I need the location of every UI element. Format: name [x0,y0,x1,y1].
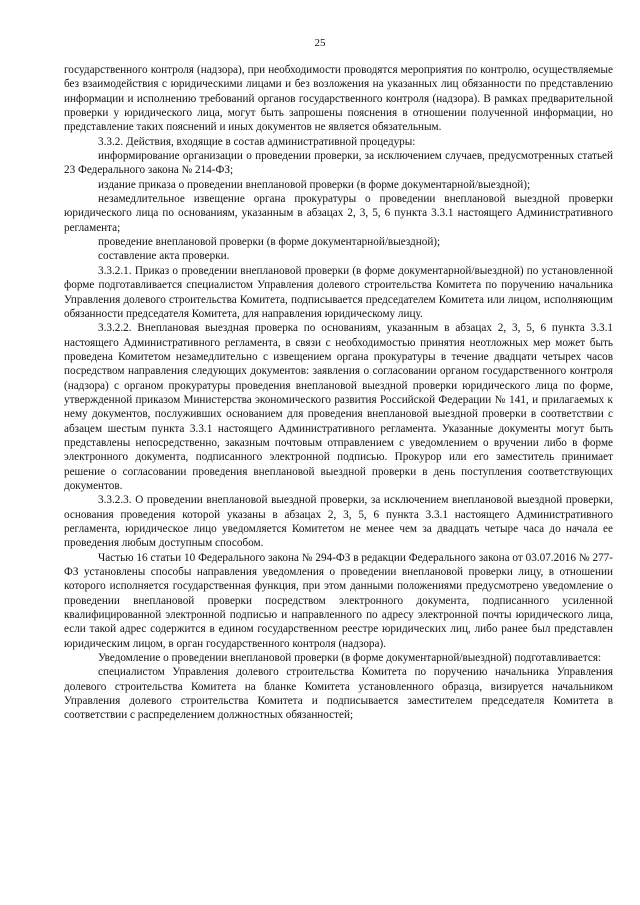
list-item-notification-specialist: специалистом Управления долевого строительства Комитета по поручению начальника Управления долевого строительства Комитета на бланке Комитета установленного образца, визируется начальником Управления долевого строительства Комитета и подписывается заместителем председателя Комитета в соответствии с распределением должностных обязанностей; [64,666,613,722]
list-item-prosecutor-notice: незамедлительное извещение органа прокуратуры о проведении внеплановой выездной проверки юридического лица по основаниям, указанным в абзацах 2, 3, 5, 6 пункта 3.3.1 настоящего Административного регламента; [64,193,613,234]
paragraph-part-16-article-10: Частью 16 статьи 10 Федерального закона № 294-ФЗ в редакции Федерального закона от 03.07.2016 № 277-ФЗ установлены способы направления уведомления о проведении внеплановой проверки лицу, в отношении которого исполняется государственная функция, при этом данными положениями предусмотрено уведомление о проведении внеплановой проверки посредством электронного документа, подписанного усиленной квалифицированной электронной подписью и направленного по адресу электронной почты юридического лица, если такой адрес содержится в едином государственном реестре юридических лиц, либо ранее был представлен юридическим лицом, в орган государственного контроля (надзора). [64,551,613,650]
paragraph-state-control: государственного контроля (надзора), при необходимости проводятся мероприятия по контролю, осуществляемые без взаимодействия с юридическими лицами и без возложения на указанных лиц обязанности по представлению информации и исполнению требований органов государственного контроля (надзора). В рамках предварительной проверки у юридического лица, могут быть запрошены пояснения в отношении полученной информации, но представление таких пояснений и иных документов не является обязательным. [64,64,613,134]
list-item-informing: информирование организации о проведении проверки, за исключением случаев, предусмотренных статьей 23 Федерального закона № 214-ФЗ; [64,150,613,177]
paragraph-notification-prepared: Уведомление о проведении внеплановой проверки (в форме документарной/выездной) подготавливается: [98,652,602,665]
page-number: 25 [314,37,326,49]
list-item-conducting-inspection: проведение внеплановой проверки (в форме документарной/выездной); [98,236,441,249]
paragraph-3-3-2-2: 3.3.2.2. Внеплановая выездная проверка по основаниям, указанным в абзацах 2, 3, 5, 6 пункта 3.3.1 настоящего Административного регламента, в связи с необходимостью принятия неотложных мер может быть проведена Комитетом незамедлительно с извещением органа прокуратуры в течение двадцати четырех часов посредством направления следующих документов: заявления о согласовании органом государственного контроля (надзора) с органом прокуратуры проведения внеплановой выездной проверки юридического лица по форме, утвержденной приказом Министерства экономического развития Российской Федерации № 141, и прилагаемых к нему документов, послуживших основанием для проведения внеплановой выездной проверки в соответствии с абзацем шестым пункта 3.3.1 настоящего Административного регламента. Указанные документы могут быть представлены непосредственно, заказным почтовым отправлением с уведомлением о вручении либо в форме электронного документа, подписанного электронной подписью. Прокурор или его заместитель принимает решение о согласовании проведения внеплановой выездной проверки в день поступления соответствующих документов. [64,322,613,492]
page-body [64,63,613,723]
list-item-order-issue: издание приказа о проведении внеплановой проверки (в форме документарной/выездной); [98,178,531,191]
list-item-inspection-act: составление акта проверки. [98,250,230,263]
paragraph-3-3-2-heading: 3.3.2. Действия, входящие в состав административной процедуры: [98,135,416,148]
paragraph-3-3-2-1: 3.3.2.1. Приказ о проведении внеплановой проверки (в форме документарной/выездной) по установленной форме подготавливается специалистом Управления долевого строительства Комитета по поручению начальника Управления долевого строительства Комитета, подписывается председателем Комитета или лицом, исполняющим обязанности председателя Комитета, для направления юридическому лицу. [64,264,613,320]
paragraph-3-3-2-3: 3.3.2.3. О проведении внеплановой выездной проверки, за исключением внеплановой выездной проверки, основания проведения которой указаны в абзацах 2, 3, 5, 6 пункта 3.3.1 настоящего Административного регламента, юридическое лицо уведомляется Комитетом не менее чем за двадцать четыре часа до начала ее проведения любым доступным способом. [64,494,613,550]
